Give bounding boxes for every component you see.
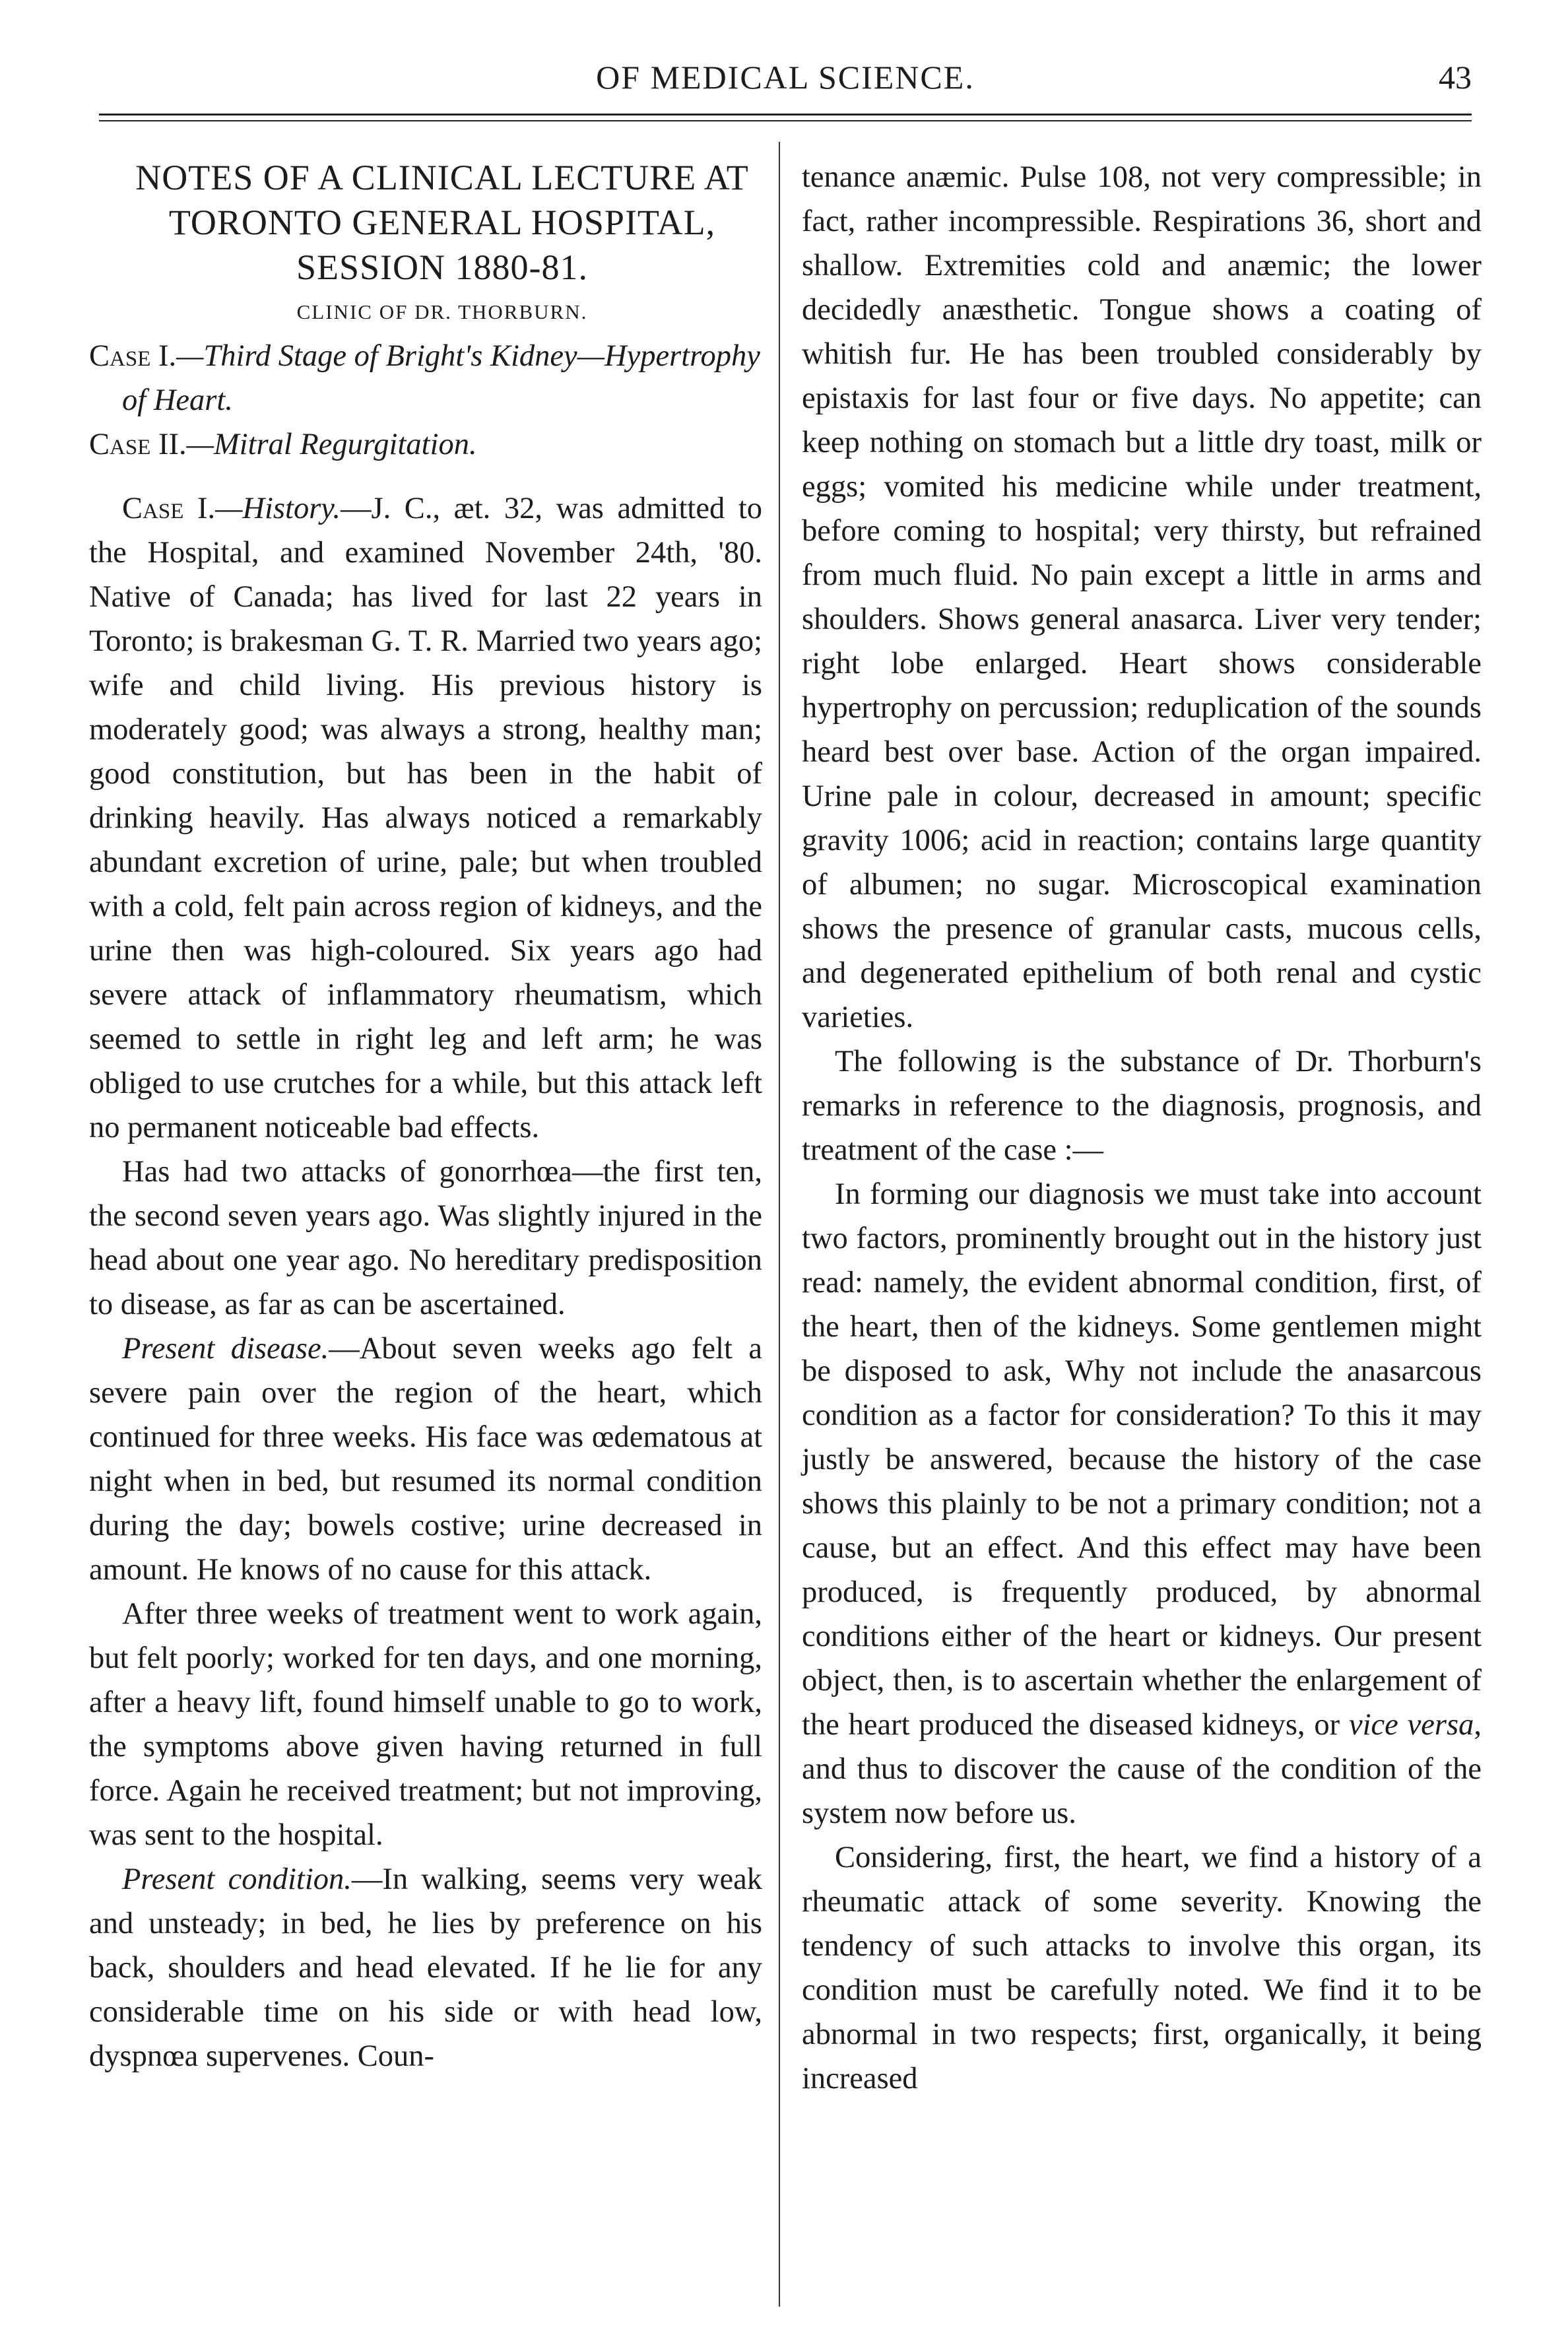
diagnosis-paragraph (802, 1172, 1482, 1835)
article-title-line-1: NOTES OF A CLINICAL LECTURE AT (135, 158, 749, 197)
vice-versa-phrase: vice versa (1348, 1708, 1474, 1742)
gonorrhoea-paragraph: Has had two attacks of gonorrhœa—the first ten, the second seven years ago. Was slightly injured in the head about one year ago. No hereditary predisposition to disease, as far as can be ascertained. (89, 1155, 762, 1321)
column-divider (779, 142, 780, 2307)
right-column (802, 155, 1482, 2101)
article-title-line-2: TORONTO GENERAL HOSPITAL, (168, 203, 716, 242)
history-paragraph (89, 486, 762, 1150)
header-rule-thin (99, 120, 1472, 121)
history-case-label: Case I. (122, 492, 216, 525)
running-title: OF MEDICAL SCIENCE. (596, 59, 975, 96)
case-2-title: —Mitral Regurgitation. (186, 428, 477, 461)
case-2-heading (89, 422, 762, 467)
present-condition-paragraph (89, 1857, 762, 2078)
diagnosis-text-a: In forming our diagnosis we must take into account two factors, prominently brought out in the history just read: namely, the evident abnormal condition, first, of the heart, then of the kidneys. Some gentlemen might be disposed to ask, Why not include the anasarcous condition as a factor for consideration? To this it may justly be answered, because the history of the case shows this plainly to be not a primary condition; not a cause, but an effect. And this effect may have been produced, is frequently produced, by abnormal conditions either of the heart or kidneys. Our present object, then, is to ascertain whether the enlargement of the heart produced the diseased kidneys, or (802, 1177, 1482, 1742)
present-condition-text: —In walking, seems very weak and unsteady; in bed, he lies by preference on his back, shoulders and head elevated. If he lie for any considerable time on his side or with head low, dyspnœa supervenes. Coun- (89, 1862, 763, 2073)
case-1-title: —Third Stage of Bright's Kidney—Hypertrophy of Heart. (122, 339, 760, 417)
present-disease-lead: Present disease. (122, 1332, 329, 1366)
present-disease-text: —About seven weeks ago felt a severe pain over the region of the heart, which continued for three weeks. His face was œdematous at night when in bed, but resumed its normal condition during the day; bowels costive; urine decreased in amount. He knows of no cause for this attack. (89, 1332, 762, 1587)
history-lead: —History. (215, 492, 341, 525)
present-disease-paragraph (89, 1327, 762, 1592)
treatment-paragraph: After three weeks of treatment went to work again, but felt poorly; worked for ten days, and one morning, after a heavy lift, found himself unable to go to work, the symptoms above given having returned in full force. Again he received treatment; but not improving, was sent to the hospital. (89, 1597, 762, 1852)
diagnosis-text-b: , and thus to discover the cause of the condition of the system now before us. (802, 1708, 1482, 1830)
history-text: —J. C., æt. 32, was admitted to the Hospital, and examined November 24th, '80. Native of Canada; has lived for last 22 years in Toronto; is brakesman G. T. R. Married two years ago; wife and child living. His previous history is moderately good; was always a strong, healthy man; good constitution, but has been in the habit of drinking heavily. Has always noticed a remarkably abundant excretion of urine, pale; but when troubled with a cold, felt pain across region of kidneys, and the urine then was high-coloured. Six years ago had severe attack of inflammatory rheumatism, which seemed to settle in right leg and left arm; he was obliged to use crutches for a while, but this attack left no permanent noticeable bad effects. (89, 492, 762, 1144)
running-header (99, 58, 1472, 111)
case-1-label: Case I. (89, 339, 177, 373)
header-rule-thick (99, 114, 1472, 115)
remarks-intro-paragraph: The following is the substance of Dr. Thorburn's remarks in reference to the diagnosis, prognosis, and treatment of the case :— (802, 1045, 1482, 1167)
case-1-heading (89, 334, 762, 422)
examination-paragraph: tenance anæmic. Pulse 108, not very compressible; in fact, rather incompressible. Respirations 36, short and shallow. Extremities cold and anæmic; the lower decidedly anæsthetic. Tongue shows a coating of whitish fur. He has been troubled considerably by epistaxis for last four or five days. No appetite; can keep nothing on stomach but a little dry toast, milk or eggs; vomited his medicine while under treatment, before coming to hospital; very thirsty, but refrained from much fluid. No pain except a little in arms and shoulders. Shows general anasarca. Liver very tender; right lobe enlarged. Heart shows considerable hypertrophy on percussion; reduplication of the sounds heard best over base. Action of the organ impaired. Urine pale in colour, decreased in amount; specific gravity 1006; acid in reaction; contains large quantity of albumen; no sugar. Microscopical examination shows the presence of granular casts, mucous cells, and degenerated epithelium of both renal and cystic varieties. (802, 160, 1482, 1034)
present-condition-lead: Present condition. (122, 1862, 352, 1896)
heart-paragraph: Considering, first, the heart, we find a history of a rheumatic attack of some severity. Knowing the tendency of such attacks to involve this organ, its condition must be carefully noted. We find it to be abnormal in two respects; first, organically, it being increased (802, 1841, 1482, 2095)
clinic-byline: CLINIC OF DR. THORBURN. (296, 300, 588, 323)
left-column (89, 155, 762, 2078)
page-number: 43 (1439, 59, 1472, 96)
article-title-line-3: SESSION 1880-81. (296, 247, 589, 287)
case-2-label: Case II. (89, 428, 187, 461)
